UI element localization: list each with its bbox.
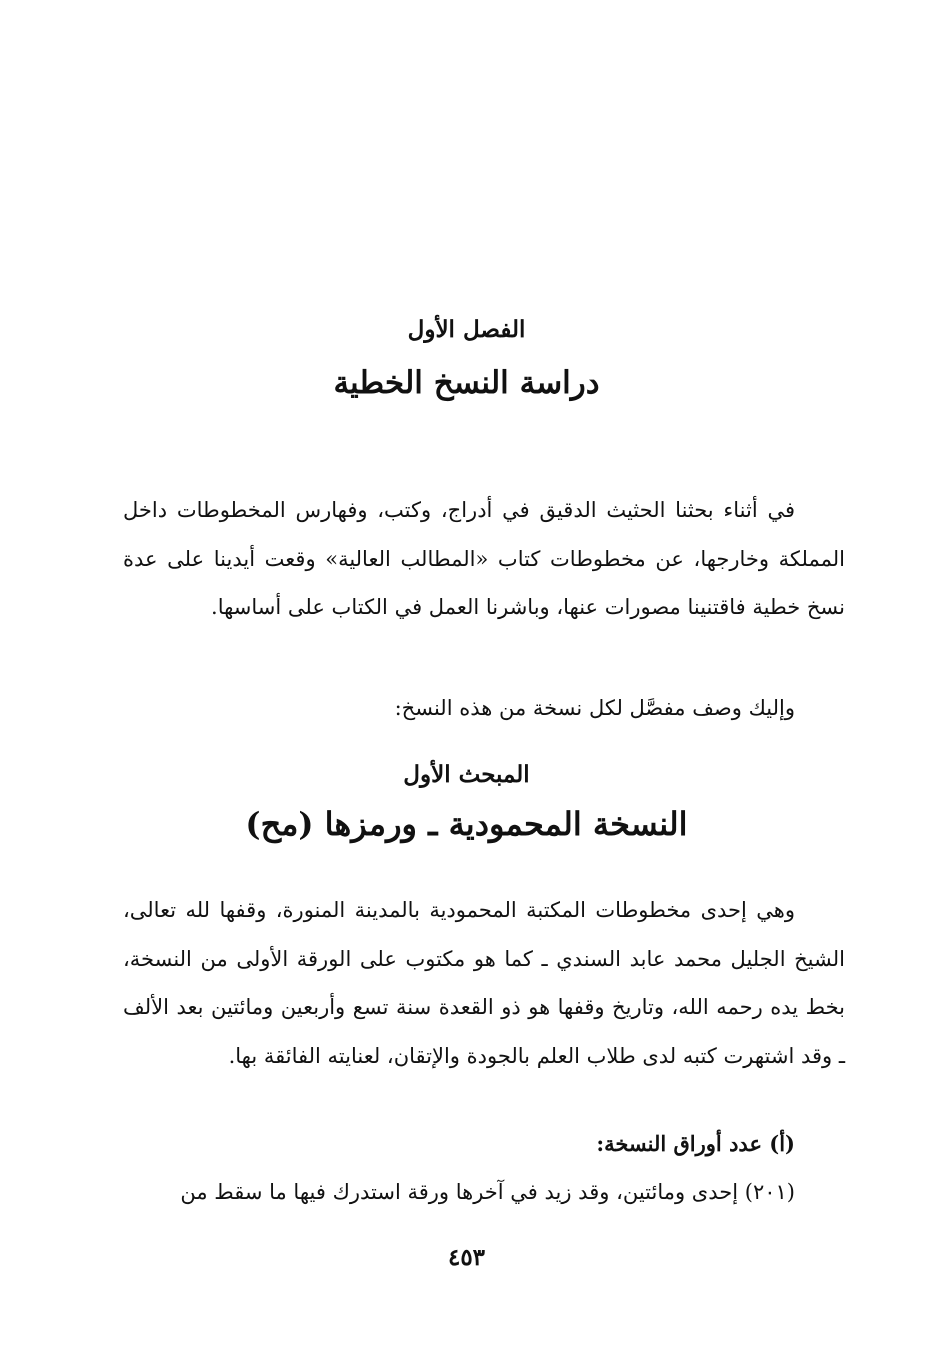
section-subheading-text: (أ) عدد أوراق النسخة: [596,1131,795,1156]
section-subparagraph [123,1168,845,1217]
intro-lead-in-text: وإليك وصف مفصَّل لكل نسخة من هذه النسخ: [394,696,795,720]
intro-paragraph-text: في أثناء بحثنا الحثيث الدقيق في أدراج، وكتب، وفهارس المخطوطات داخل المملكة وخارجها، عن مخطوطات كتاب «المطالب العالية» وقعت أيدينا على عدة نسخ خطية فاقتنينا مصورات عنها، وباشرنا العمل في الكتاب على أساسها. [123,498,845,619]
chapter-title: دراسة النسخ الخطية [333,365,600,401]
chapter-label: الفصل الأول [407,316,526,343]
page-number: ٤٥٣ [447,1244,486,1271]
section-label: المبحث الأول [403,761,530,788]
section-paragraph [123,886,845,1080]
section-subparagraph-text: (٢٠١) إحدى ومائتين، وقد زيد في آخرها ورقة استدرك فيها ما سقط من [180,1180,795,1204]
intro-paragraph [123,486,845,632]
section-subheading [123,1120,845,1169]
intro-lead-in [123,684,845,733]
section-title: النسخة المحمودية ـ ورمزها (مح) [245,805,688,843]
section-paragraph-text: وهي إحدى مخطوطات المكتبة المحمودية بالمدينة المنورة، وقفها لله تعالى، الشيخ الجليل محمد عابد السندي ـ كما هو مكتوب على الورقة الأولى من النسخة، بخط يده رحمه الله، وتاريخ وقفها هو ذو القعدة سنة تسع وأربعين ومائتين بعد الألف ـ وقد اشتهرت كتبه لدى طلاب العلم بالجودة والإتقان، لعنايته الفائقة بها. [123,898,845,1068]
